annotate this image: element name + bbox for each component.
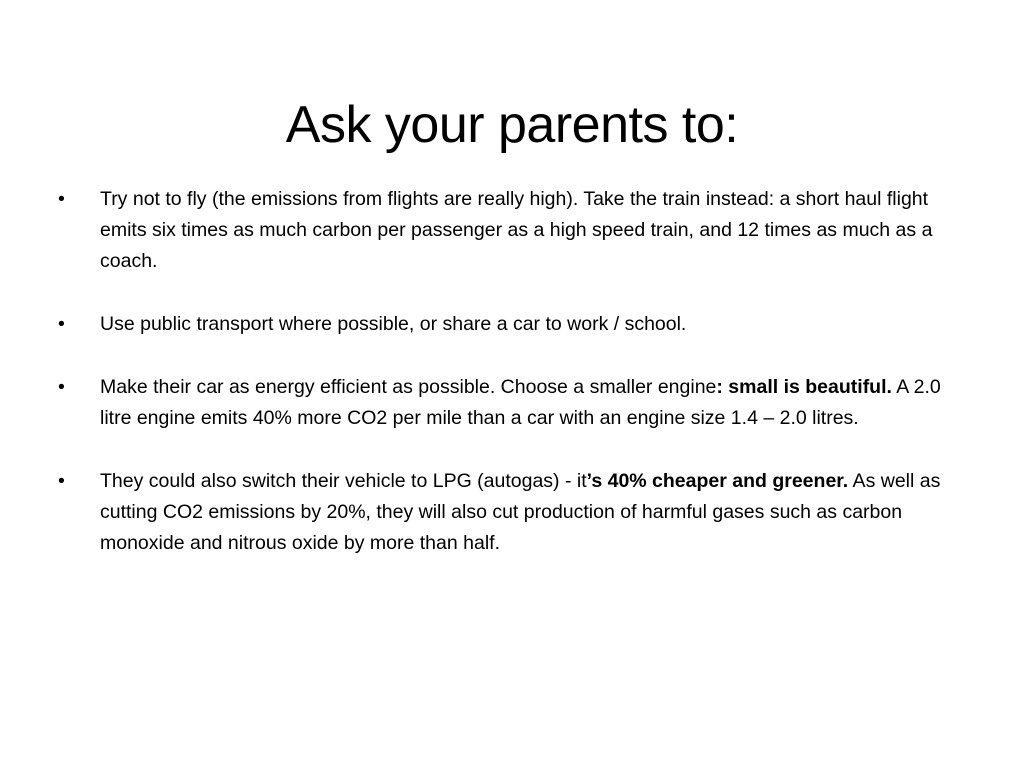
slide-title: Ask your parents to: [285,95,739,154]
bullet-text: Use public transport where possible, or share a car to work / school. [100,313,687,335]
bullet-item-public-transport [58,309,958,340]
bullet-list [58,184,958,591]
bullet-item-lpg [58,466,958,559]
bullet-item-flying [58,184,958,277]
bullet-emphasis: ’s 40% cheaper and greener. [586,470,849,492]
bullet-marker: • [58,376,65,398]
bullet-marker: • [58,313,65,335]
bullet-text: They could also switch their vehicle to LPG (autogas) - it [100,470,587,492]
bullet-text-continued: As well as cutting CO2 emissions by 20%, they will also cut production of harmful gases such as carbon monoxide and nitrous oxide by more than half. [100,470,941,554]
bullet-text: Make their car as energy efficient as possible. Choose a smaller engine [100,376,717,398]
bullet-marker: • [58,470,65,492]
bullet-emphasis: : small is beautiful. [716,376,892,398]
bullet-text-continued: A 2.0 litre engine emits 40% more CO2 per mile than a car with an engine size 1.4 – 2.0 litres. [100,376,941,429]
bullet-marker: • [58,188,65,210]
bullet-text: Try not to fly (the emissions from flights are really high). Take the train instead: a short haul flight emits six times as much carbon per passenger as a high speed train, and 12 times as much as a coach. [100,188,933,272]
bullet-item-car-efficiency [58,372,958,434]
